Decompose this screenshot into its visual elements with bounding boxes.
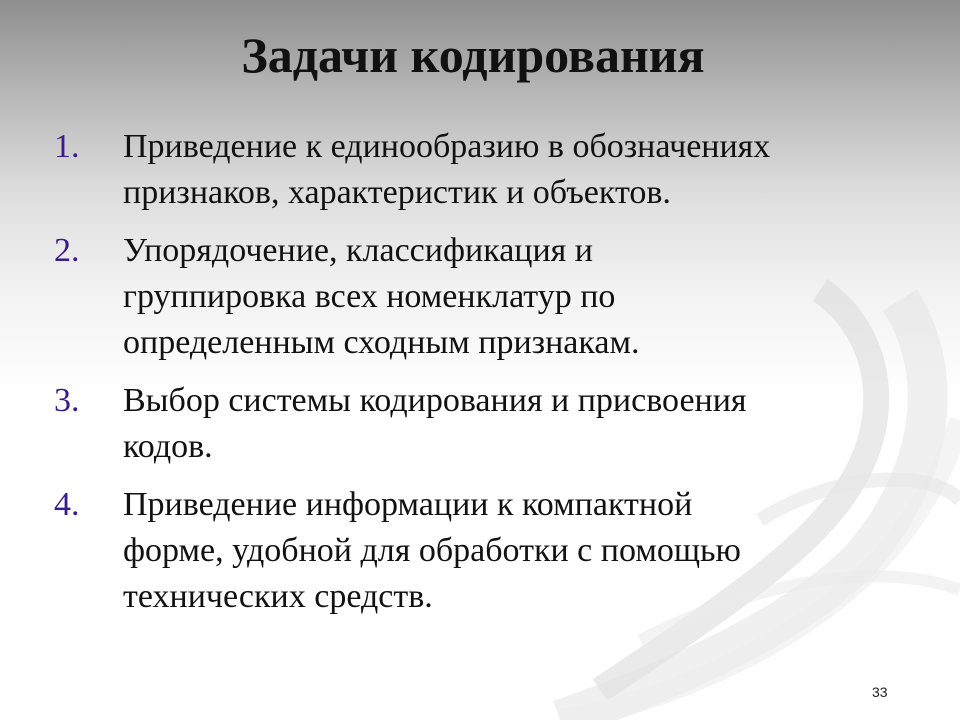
- slide-number: 33: [872, 684, 888, 700]
- list-item-text: Приведение информации к компактной форме, удобной для обработки с помощью технических средств.: [123, 486, 741, 615]
- slide-title: Задачи кодирования: [241, 27, 705, 83]
- list-item: [54, 124, 944, 216]
- list-item-number: 1.: [54, 128, 80, 165]
- list-item: [54, 228, 944, 366]
- list-item-text: Упорядочение, классификация и группировка всех номенклатур по определенным сходным признакам.: [123, 232, 640, 361]
- list-item-number: 4.: [54, 486, 80, 523]
- task-list: [54, 124, 944, 632]
- list-item-text: Выбор системы кодирования и присвоения кодов.: [123, 382, 747, 465]
- list-item-text: Приведение к единообразию в обозначениях признаков, характеристик и объектов.: [123, 128, 771, 211]
- list-item-number: 3.: [54, 382, 80, 419]
- list-item: [54, 378, 944, 470]
- list-item: [54, 482, 944, 620]
- list-item-number: 2.: [54, 232, 80, 269]
